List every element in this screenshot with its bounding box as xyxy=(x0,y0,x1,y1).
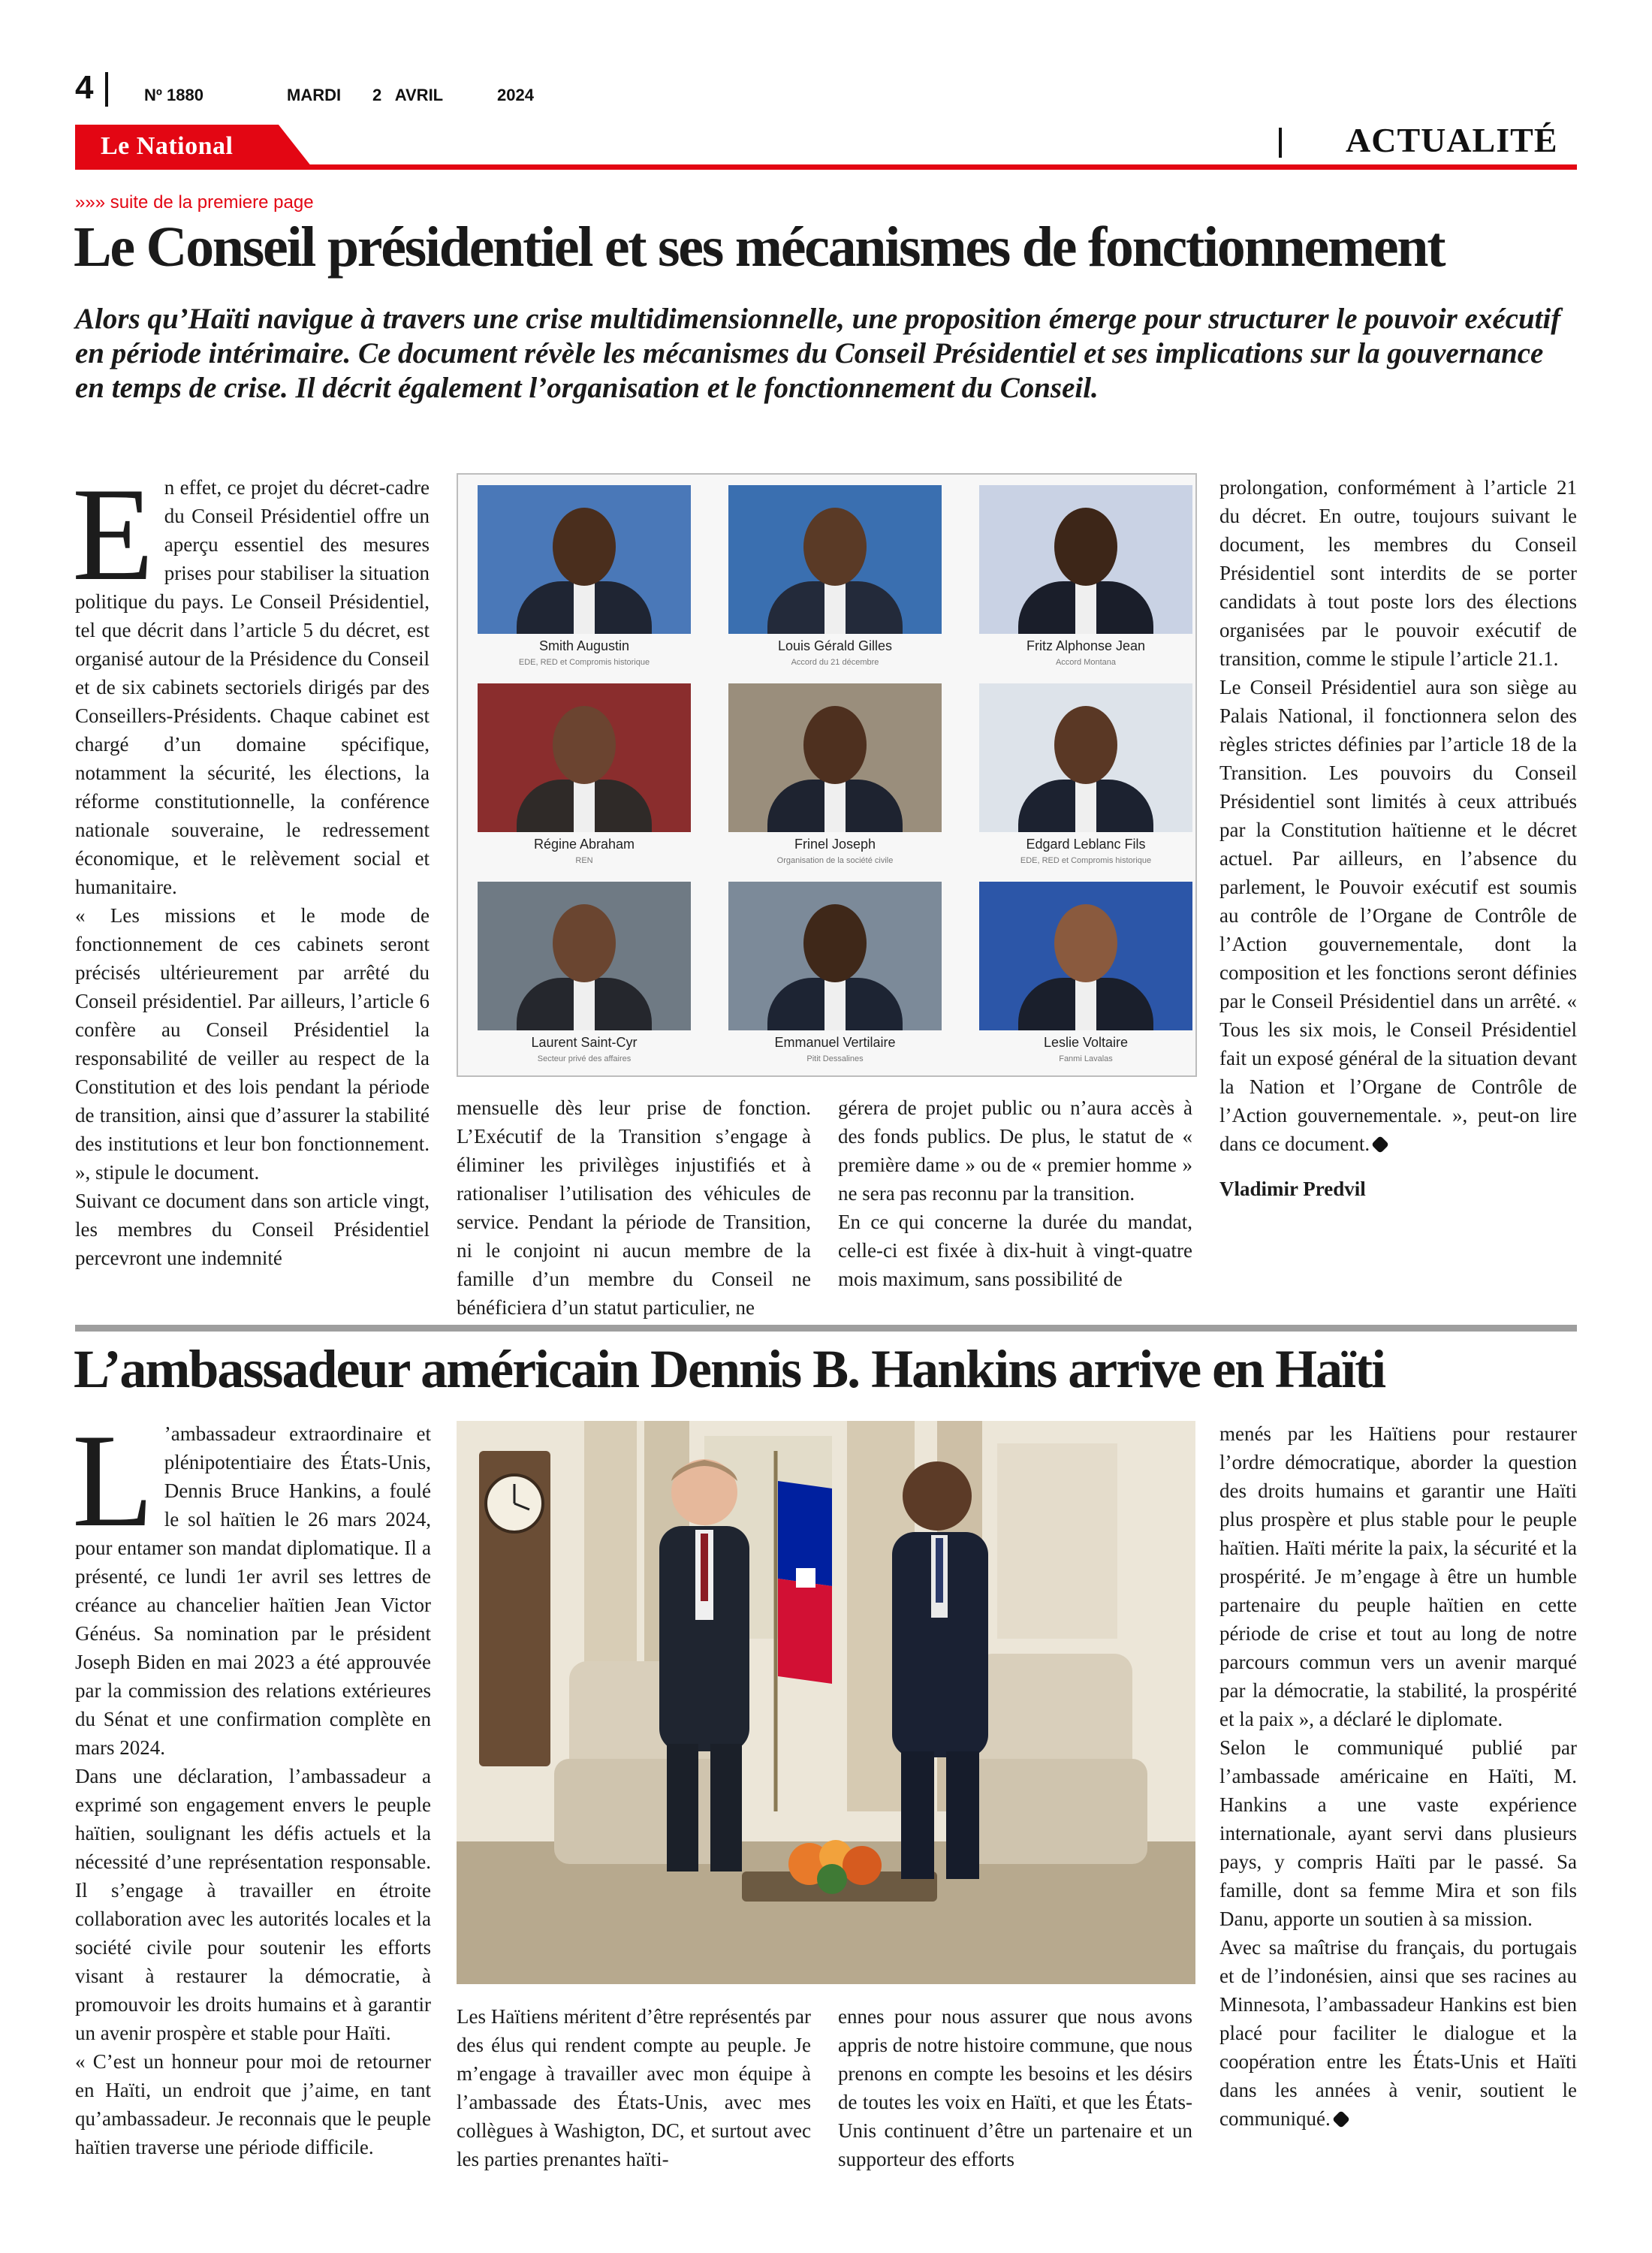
council-member-photo xyxy=(728,683,942,832)
article1-column-4 xyxy=(1219,473,1577,1203)
council-member-affiliation: Organisation de la société civile xyxy=(776,856,894,865)
council-member-card xyxy=(979,683,1212,871)
council-member-name: Fritz Alphonse Jean xyxy=(1026,638,1146,653)
council-member-name: Louis Gérald Gilles xyxy=(777,638,893,653)
council-members-photo-grid xyxy=(457,473,1197,1077)
paragraph: « Les missions et le mode de fonctionnement de ces cabinets seront précisés ultérieurement par arrêté du Conseil présidentiel. Par ailleurs, l’article 6 confère au Conseil Présidentiel la responsabilité de veiller au respect de la Constitution et des lois pendant la période de transition, ainsi que d’assurer la stabilité des institutions et leur bon fonctionnement. », stipule le document. xyxy=(75,904,430,1184)
portrait-head-shape xyxy=(803,706,867,784)
council-member-affiliation: REN xyxy=(575,856,593,865)
council-member-affiliation: EDE, RED et Compromis historique xyxy=(518,658,650,667)
council-member-affiliation: EDE, RED et Compromis historique xyxy=(1020,856,1152,865)
portrait-head-shape xyxy=(1054,904,1117,982)
council-member-card xyxy=(728,882,961,1069)
article2-column-4 xyxy=(1219,1419,1577,2133)
page-number: 4 xyxy=(75,69,94,106)
council-member-photo xyxy=(478,683,691,832)
paragraph: En ce qui concerne la durée du mandat, celle-ci est fixée à dix-huit à vingt-quatre mois maximum, sans possibilité de xyxy=(838,1211,1192,1290)
portrait-head-shape xyxy=(1054,706,1117,784)
council-member-card xyxy=(728,485,961,673)
end-of-article-icon xyxy=(1371,1136,1389,1154)
paragraph: mensuelle dès leur prise de fonction. L’Exécutif de la Transition s’engage à éliminer les privilèges injustifiés et à rationaliser l’utilisation des véhicules de service. Pendant la période de Transition, ni le conjoint ni aucun membre de la famille d’un membre du Conseil ne bénéficiera d’un statut particulier, ne xyxy=(457,1096,811,1319)
council-member-photo xyxy=(478,882,691,1030)
paragraph: prolongation, conformément à l’article 21 du décret. En outre, toujours suivant le document, les membres du Conseil Présidentiel sont interdits de se porter candidats à tout poste lors des élections organisées par le pouvoir exécutif de transition, comme le stipule l’article 21.1. xyxy=(1219,476,1577,670)
issue-year: 2024 xyxy=(497,86,534,104)
header-red-rule xyxy=(75,164,1577,170)
council-member-card xyxy=(478,882,710,1069)
paragraph: n effet, ce projet du décret-cadre du Conseil Présidentiel offre un aperçu essentiel des mesures prises pour stabiliser la situation politique du pays. Le Conseil Présidentiel, tel que décrit dans l’article 5 du décret, est organisé autour de la Présidence du Conseil et de six cabinets sectoriels dirigés par des Conseillers-Présidents. Chaque cabinet est chargé d’un domaine spécifique, notamment la sécurité, les élections, la réforme constitutionnelle, la conférence nationale souveraine, le redressement économique, et le relèvement social et humanitaire. xyxy=(75,476,430,898)
portrait-collar-shape xyxy=(824,780,846,832)
council-member-name: Régine Abraham xyxy=(533,837,635,852)
portrait-collar-shape xyxy=(1075,581,1096,634)
issue-date: 2 AVRIL xyxy=(372,86,444,104)
ambassador-meeting-photo xyxy=(457,1421,1195,1984)
end-of-article-icon xyxy=(1332,2110,1350,2128)
drop-cap: E xyxy=(72,460,154,608)
drop-cap: L xyxy=(72,1406,154,1555)
article2-column-1 xyxy=(72,1406,431,2161)
council-member-affiliation: Accord du 21 décembre xyxy=(791,658,879,667)
paragraph: Suivant ce document dans son article vingt, les membres du Conseil Présidentiel percevront une indemnité xyxy=(75,1190,430,1269)
council-member-card xyxy=(478,485,710,673)
article2-column-2 xyxy=(457,2002,811,2173)
paragraph: Les Haïtiens méritent d’être représentés par des élus qui rendent compte au peuple. Je m’engage à travailler avec mon équipe à l’ambassade des États-Unis, avec mes collègues à Washigton, DC, et surtout avec les parties prenantes haïti- xyxy=(457,2005,811,2170)
portrait-collar-shape xyxy=(824,978,846,1030)
council-member-affiliation: Pitit Dessalines xyxy=(806,1054,864,1063)
council-member-photo xyxy=(478,485,691,634)
portrait-head-shape xyxy=(803,904,867,982)
issue-day: MARDI xyxy=(287,86,342,104)
article1-column-3 xyxy=(838,1093,1192,1293)
council-member-name: Smith Augustin xyxy=(538,638,630,653)
council-member-card xyxy=(979,485,1212,673)
article1-column-2 xyxy=(457,1093,811,1322)
council-member-name: Laurent Saint-Cyr xyxy=(531,1035,638,1050)
portrait-collar-shape xyxy=(1075,780,1096,832)
article-lead: Alors qu’Haïti navigue à travers une crise multidimensionnelle, une proposition émerge pour structurer le pouvoir exécutif en période intérimaire. Ce document révèle les mécanismes du Conseil Présidentiel et ses implications sur la gouvernance en temps de crise. Il décrit également l’organisation et le fonctionnement du Conseil. xyxy=(75,303,1561,404)
portrait-head-shape xyxy=(803,508,867,586)
photo-illustration xyxy=(457,1421,1195,1984)
council-member-name: Frinel Joseph xyxy=(794,837,876,852)
article-title: Le Conseil présidentiel et ses mécanismes de fonctionnement xyxy=(74,216,1445,279)
portrait-collar-shape xyxy=(1075,978,1096,1030)
council-member-card xyxy=(979,882,1212,1069)
section-label: ACTUALITÉ xyxy=(1346,121,1558,159)
portrait-collar-shape xyxy=(574,581,595,634)
issue-number: Nº 1880 xyxy=(144,86,203,104)
council-member-affiliation: Secteur privé des affaires xyxy=(537,1054,632,1063)
article2-column-3 xyxy=(838,2002,1192,2173)
author-byline: Vladimir Predvil xyxy=(1219,1178,1366,1200)
portrait-head-shape xyxy=(553,706,616,784)
paragraph: ’ambassadeur extraordinaire et plénipotentiaire des États-Unis, Dennis Bruce Hankins, a foulé le sol haïtien le 26 mars 2024, pour entamer son mandat diplomatique. Il a présenté, ce lundi 1er avril ses lettres de créance au chancelier haïtien Jean Victor Généus. Sa nomination par le président Joseph Biden en mai 2023 a été approuvée par la commission des relations extérieures du Sénat et une confirmation complète en mars 2024. xyxy=(75,1422,431,1759)
article-title: L’ambassadeur américain Dennis B. Hankins arrive en Haïti xyxy=(74,1339,1385,1399)
council-member-name: Edgard Leblanc Fils xyxy=(1026,837,1146,852)
paragraph: menés par les Haïtiens pour restaurer l’ordre démocratique, aborder la question des droits humains et garantir une Haïti plus prospère et plus stable pour le peuple haïtien. Haïti mérite la paix, la sécurité et la prospérité. Je m’engage à être un humble partenaire du peuple haïtien en cette période de crise et tout au long de notre parcours commun vers un avenir marqué par la démocratie, la stabilité, la prospérité et la paix », a déclaré le diplomate. xyxy=(1219,1422,1577,1730)
portrait-collar-shape xyxy=(574,780,595,832)
council-member-photo xyxy=(728,882,942,1030)
section-divider-bar xyxy=(1279,128,1282,158)
council-member-card xyxy=(478,683,710,871)
article-separator xyxy=(75,1325,1577,1332)
paragraph: « C’est un honneur pour moi de retourner en Haïti, un endroit que j’aime, en tant qu’ambassadeur. Je reconnais que le peuple haïtien traverse une période difficile. xyxy=(75,2050,431,2158)
portrait-head-shape xyxy=(1054,508,1117,586)
portrait-collar-shape xyxy=(824,581,846,634)
council-member-photo xyxy=(979,882,1192,1030)
continued-from-front: »»» suite de la premiere page xyxy=(75,192,314,213)
page-number-divider xyxy=(105,72,108,107)
council-member-photo xyxy=(979,485,1192,634)
council-member-affiliation: Accord Montana xyxy=(1055,658,1117,667)
council-member-photo xyxy=(728,485,942,634)
council-member-affiliation: Fanmi Lavalas xyxy=(1059,1054,1113,1063)
paragraph: ennes pour nous assurer que nous avons appris de notre histoire commune, que nous prenons en compte les besoins et les désirs de toutes les voix en Haïti, et que les États-Unis continuent d’être un partenaire et un supporteur des efforts xyxy=(838,2005,1192,2170)
brand-name: Le National xyxy=(101,132,234,160)
portrait-head-shape xyxy=(553,508,616,586)
portrait-head-shape xyxy=(553,904,616,982)
paragraph: Selon le communiqué publié par l’ambassade américaine en Haïti, M. Hankins a une vaste expérience internationale, ayant servi dans plusieurs pays, y compris Haïti par le passé. Sa famille, dont sa femme Mira et son fils Danu, apporte un soutien à sa mission. xyxy=(1219,1736,1577,1930)
paragraph: gérera de projet public ou n’aura accès à des fonds publics. De plus, le statut de « première dame » ou de « premier homme » ne sera pas reconnu par la transition. xyxy=(838,1096,1192,1205)
council-member-photo xyxy=(979,683,1192,832)
paragraph: Le Conseil Présidentiel aura son siège au Palais National, il fonctionnera selon des règles strictes définies par l’article 18 de la Transition. Les pouvoirs du Conseil Présidentiel sont limités à ceux attribués par la Constitution haïtienne et le décret actuel. Par ailleurs, en l’absence du parlement, le Pouvoir exécutif est soumis au contrôle de l’Organe de Contrôle de l’Action gouvernementale, dont la composition et les fonctions seront définies par le Conseil Présidentiel dans un arrêté. « Tous les six mois, le Conseil Présidentiel fait un exposé général de la situation devant la Nation et l’Organe de Contrôle de l’Action gouvernementale. », peut-on lire dans ce document. xyxy=(1219,676,1577,1155)
council-member-card xyxy=(728,683,961,871)
council-member-name: Emmanuel Vertilaire xyxy=(774,1035,896,1050)
council-member-name: Leslie Voltaire xyxy=(1043,1035,1129,1050)
portrait-collar-shape xyxy=(574,978,595,1030)
paragraph: Avec sa maîtrise du français, du portugais et de l’indonésien, ainsi que ses racines au Minnesota, l’ambassadeur Hankins est bien placé pour faciliter le dialogue et la coopération entre les États-Unis et Haïti dans les années à venir, soutient le communiqué. xyxy=(1219,1936,1577,2130)
paragraph: Dans une déclaration, l’ambassadeur a exprimé son engagement envers le peuple haïtien, soulignant les défis actuels et la nécessité d’une représentation responsable. Il s’engage à travailler en étroite collaboration avec les autorités locales et la société civile pour soutenir les efforts visant à restaurer la démocratie, à promouvoir les droits humains et à garantir un avenir prospère et stable pour Haïti. xyxy=(75,1765,431,2044)
article1-column-1 xyxy=(72,460,430,1272)
